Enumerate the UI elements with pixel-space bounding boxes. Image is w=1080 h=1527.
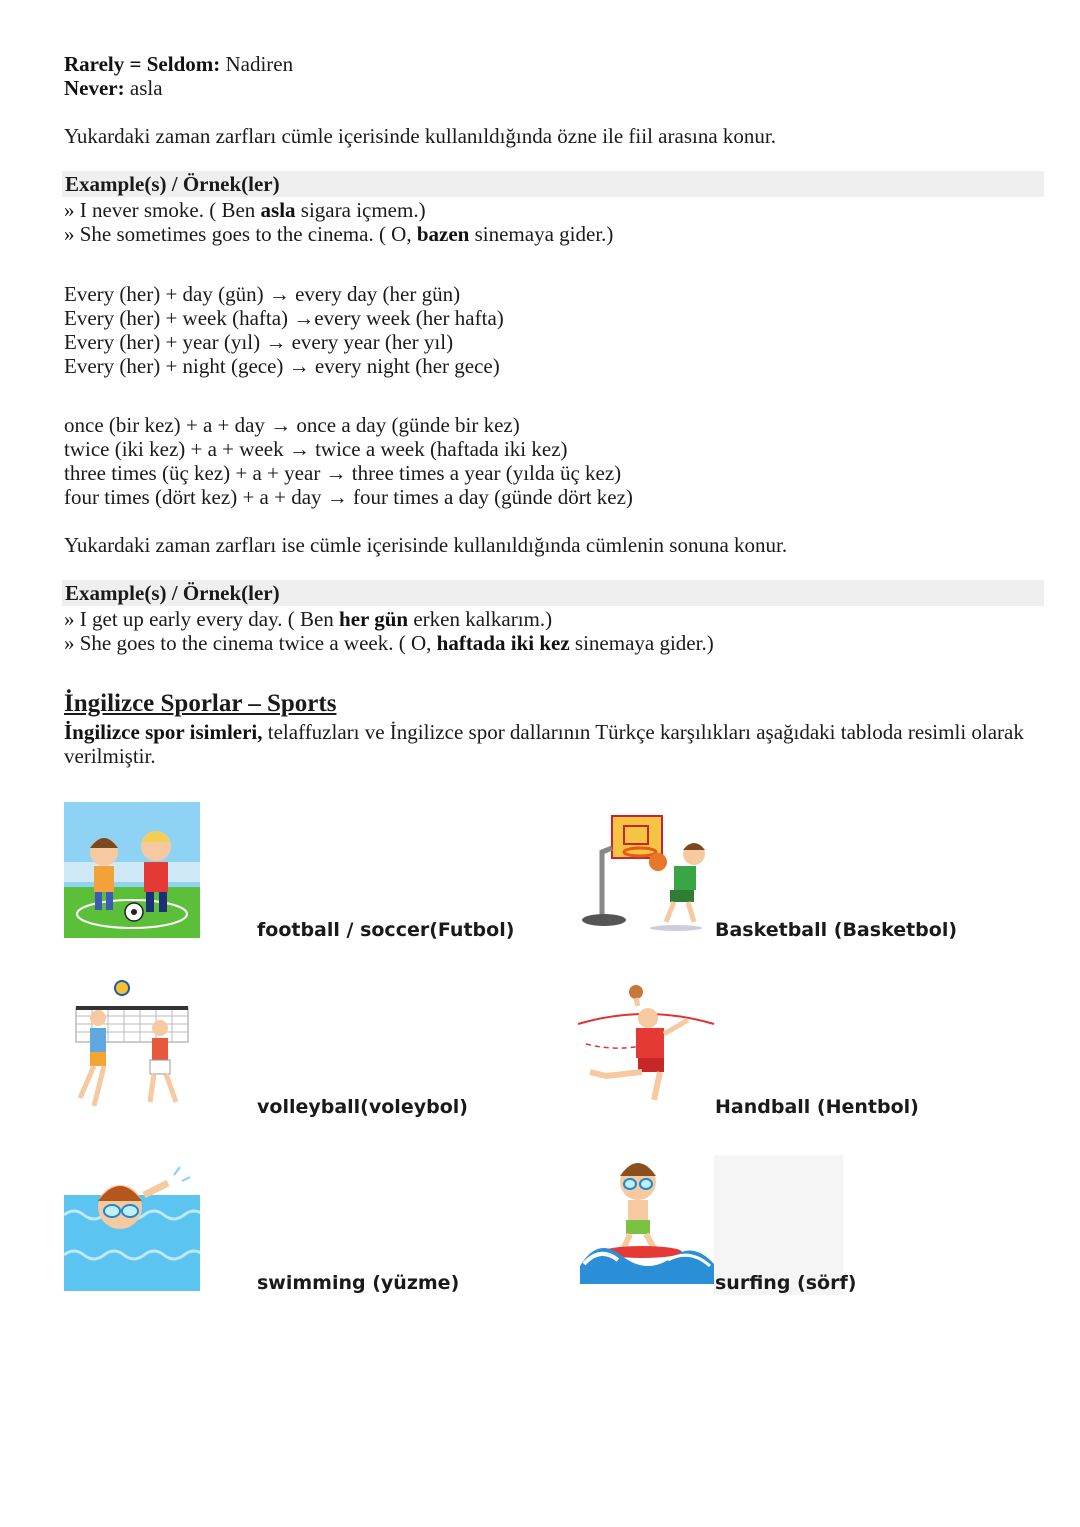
example-1-1: » I never smoke. ( Ben asla sigara içmem.) <box>64 198 426 222</box>
example-header-1: Example(s) / Örnek(ler) <box>62 171 1044 197</box>
example-2-2: » She goes to the cinema twice a week. ( O, haftada iki kez sinemaya gider.) <box>64 631 714 655</box>
football-picture <box>64 802 200 938</box>
times-line: four times (dört kez) + a + day → four times a day (günde dört kez) <box>64 485 633 509</box>
volleyball-label: volleyball(voleybol) <box>257 1096 468 1118</box>
example-2-1: » I get up early every day. ( Ben her gün erken kalkarım.) <box>64 607 553 631</box>
volleyball-picture <box>64 978 190 1116</box>
times-line: once (bir kez) + a + day → once a day (günde bir kez) <box>64 413 520 437</box>
every-line: Every (her) + night (gece) → every night (her gece) <box>64 354 500 378</box>
handball-picture <box>576 984 716 1108</box>
sports-intro: İngilizce spor isimleri, telaffuzları ve İngilizce spor dallarının Türkçe karşılıkları aşağıdaki tabloda resimli olarak <box>64 720 1024 744</box>
every-line: Every (her) + week (hafta) →every week (her hafta) <box>64 306 504 330</box>
handball-label: Handball (Hentbol) <box>715 1096 919 1118</box>
example-header-2: Example(s) / Örnek(ler) <box>62 580 1044 606</box>
adverb-never: Never: asla <box>64 76 163 100</box>
times-line: three times (üç kez) + a + year → three times a year (yılda üç kez) <box>64 461 622 485</box>
example-1-2: » She sometimes goes to the cinema. ( O, bazen sinemaya gider.) <box>64 222 614 246</box>
surfing-picture <box>578 1156 716 1284</box>
every-line: Every (her) + year (yıl) → every year (her yıl) <box>64 330 454 354</box>
rule-position-2: Yukardaki zaman zarfları ise cümle içerisinde kullanıldığında cümlenin sonuna konur. <box>64 533 788 557</box>
surfing-label: surfing (sörf) <box>715 1272 857 1294</box>
swimming-picture <box>64 1155 200 1291</box>
swimming-label: swimming (yüzme) <box>257 1272 460 1294</box>
rule-position-1: Yukardaki zaman zarfları cümle içerisinde kullanıldığında özne ile fiil arasına konur. <box>64 124 776 148</box>
sports-heading: İngilizce Sporlar – Sports <box>64 690 337 717</box>
football-label: football / soccer(Futbol) <box>257 919 515 941</box>
every-line: Every (her) + day (gün) → every day (her gün) <box>64 282 461 306</box>
times-line: twice (iki kez) + a + week → twice a week (haftada iki kez) <box>64 437 568 461</box>
basketball-label: Basketball (Basketbol) <box>715 919 958 941</box>
adverb-rarely: Rarely = Seldom: Nadiren <box>64 52 294 76</box>
sports-intro-cont: verilmiştir. <box>64 744 156 768</box>
basketball-picture <box>578 812 714 936</box>
